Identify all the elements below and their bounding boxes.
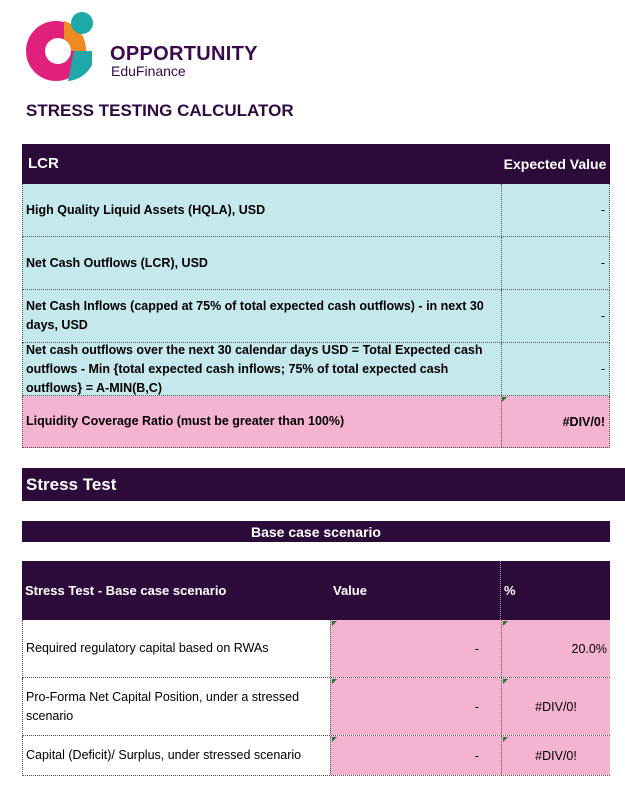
stress-value-cell[interactable] (330, 736, 501, 775)
lcr-row-label: Net Cash Inflows (capped at 75% of total expected cash outflows) - in next 30 days, USD (26, 299, 484, 332)
stress-pct-cell[interactable] (501, 620, 610, 677)
stress-test-section-title: Stress Test (22, 468, 625, 501)
lcr-row-value[interactable]: - (600, 362, 605, 376)
lcr-row-value[interactable]: - (600, 203, 605, 217)
lcr-row-label: Net cash outflows over the next 30 calendar days USD = Total Expected cash outflows - Min {total expected cash inflows; 75% of total expected cash outflows} = A-MIN(B,C) (26, 342, 483, 395)
stress-value: - (474, 641, 479, 656)
lcr-row-liquidity-coverage-ratio[interactable] (22, 396, 610, 448)
stress-pct: 20.0% (571, 641, 607, 656)
stress-pct-cell[interactable] (501, 736, 610, 775)
lcr-row-net-cash-inflows[interactable] (22, 290, 610, 343)
formula-marker-icon (332, 737, 337, 742)
lcr-row-label: Net Cash Outflows (LCR), USD (26, 255, 208, 270)
formula-marker-icon (332, 621, 337, 626)
stress-row-label: Required regulatory capital based on RWAs (26, 641, 269, 655)
stress-row-pro-forma-net-capital[interactable] (22, 678, 610, 736)
brand-subtitle: EduFinance (111, 63, 186, 79)
scenario-title: Base case scenario (22, 521, 610, 542)
stress-header-label: Stress Test - Base case scenario (25, 583, 227, 598)
stress-row-label: Pro-Forma Net Capital Position, under a stressed scenario (26, 689, 300, 723)
lcr-row-net-outflows-30-days[interactable] (22, 343, 610, 396)
lcr-row-value[interactable]: - (600, 256, 605, 270)
stress-value-cell[interactable] (330, 678, 501, 735)
stress-table-header (22, 561, 610, 620)
lcr-header-label: LCR (28, 155, 59, 172)
lcr-row-label: Liquidity Coverage Ratio (must be greater than 100%) (26, 414, 345, 428)
stress-pct: #DIV/0! (535, 699, 577, 714)
stress-row-required-capital[interactable] (22, 620, 610, 678)
formula-marker-icon (332, 679, 337, 684)
stress-row-label: Capital (Deficit)/ Surplus, under stressed scenario (26, 748, 302, 762)
lcr-row-hqla[interactable] (22, 184, 610, 237)
lcr-row-value[interactable]: - (600, 309, 605, 323)
brand-name: OPPORTUNITY (110, 43, 258, 65)
lcr-table-header (22, 144, 610, 184)
expected-value-header: Expected Value (503, 156, 607, 172)
stress-header-value: Value (333, 583, 367, 598)
stress-pct: #DIV/0! (535, 748, 577, 763)
stress-value: - (474, 748, 479, 763)
lcr-row-value[interactable]: #DIV/0! (562, 414, 605, 429)
lcr-row-label: High Quality Liquid Assets (HQLA), USD (26, 202, 266, 217)
formula-marker-icon (503, 621, 508, 626)
stress-header-pct: % (504, 583, 516, 598)
stress-value-cell[interactable] (330, 620, 501, 677)
formula-marker-icon (502, 397, 507, 402)
opportunity-logo-icon (24, 7, 100, 87)
page-title: STRESS TESTING CALCULATOR (26, 101, 294, 120)
stress-value: - (474, 699, 479, 714)
stress-row-capital-deficit-surplus[interactable] (22, 736, 610, 776)
lcr-row-net-cash-outflows[interactable] (22, 237, 610, 290)
stress-pct-cell[interactable] (501, 678, 610, 735)
